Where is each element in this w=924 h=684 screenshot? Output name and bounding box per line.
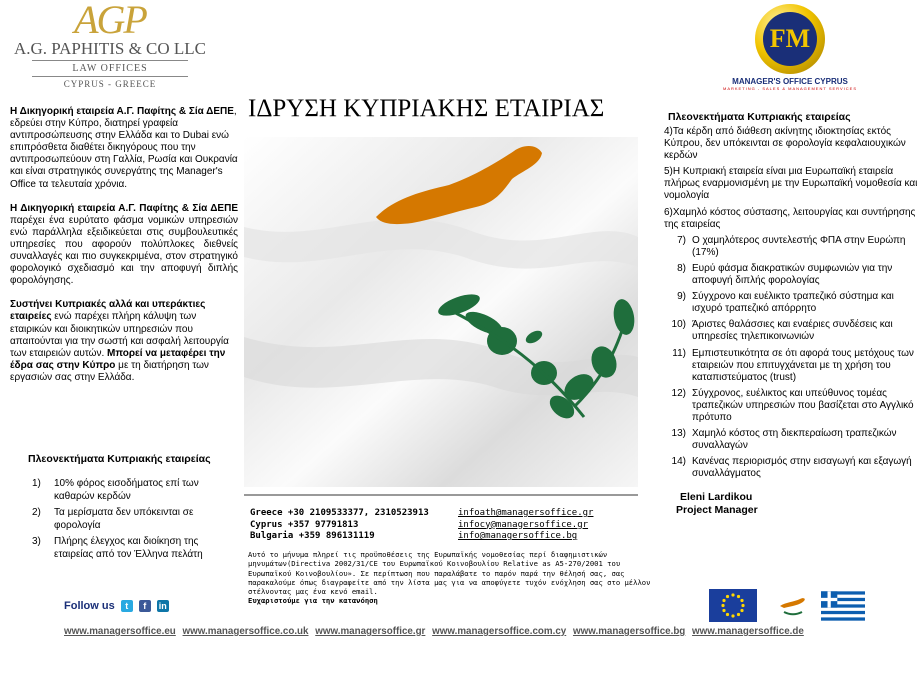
eu-flag-icon — [709, 589, 757, 622]
email-link[interactable]: infocy@managersoffice.gr — [458, 519, 589, 530]
left-advantages-title: Πλεονεκτήματα Κυπριακής εταιρείας — [28, 453, 211, 465]
law-office-name: A.G. PAPHITIS & CO LLC — [13, 39, 207, 58]
list-item: 10) Άριστες θαλάσσιες και εναέριες συνδέσεις και υπηρεσίες τηλεπικοινωνιών — [671, 319, 893, 343]
footer-link[interactable]: www.managersoffice.de — [692, 626, 804, 637]
pm-name: Eleni Lardikou — [680, 491, 753, 503]
list-item: 6)Χαμηλό κόστος σύστασης, λειτουργίας και συντήρησης της εταιρείας — [664, 206, 916, 230]
contact-row: Greece +30 2109533377, 2310523913 infoath@managersoffice.gr — [250, 508, 594, 518]
list-item: 11) Εμπιστευτικότητα σε ότι αφορά τους μετόχους των εταιρειών που επιτυγχάνεται με τη χρήση του καταπιστεύματος (trust) — [672, 347, 914, 383]
project-manager-signature — [676, 491, 758, 517]
agp-monogram: AGP — [74, 0, 146, 42]
social-follow — [64, 600, 169, 612]
twitter-icon[interactable]: t — [121, 600, 133, 612]
logo-divider — [32, 76, 188, 77]
list-item: 9) Σύγχρονο και ευέλικτο τραπεζικό σύστημα και ισχυρό τραπεζικό απόρρητο — [677, 291, 894, 315]
managers-office-name: MANAGER'S OFFICE CYPRUS — [732, 77, 848, 86]
law-office-region: CYPRUS - GREECE — [63, 79, 157, 89]
footer-links — [64, 626, 808, 637]
footer-link[interactable]: www.managersoffice.eu — [64, 626, 176, 637]
list-item: 7) Ο χαμηλότερος συντελεστής ΦΠΑ στην Ευρώπη (17%) — [677, 234, 906, 258]
disclaimer-text: Αυτό το μήνυμα πληρεί τις προϋποθέσεις της Ευρωπαϊκής νομοθεσίας περί διαφημιστικών μηνυμάτων(Directiva 2002/31/CE του Ευρωπαϊκού Κοινοβουλίου Relative as A5-270/2001 του Ευρωπαϊκού Κοινοβουλίου». Σε περίπτωση που παραλάβατε το παρόν παρά την θέλησή σας, σας παρακαλούμε όπως διαγραφείτε από την λίστα μας για να αποφύγετε τυχόν ενόχληση σας στο μέλλον στέλνοντας μας ένα κενό email. Ευχαριστούμε για την κατανόηση — [248, 550, 663, 606]
right-advantages-list — [664, 126, 922, 484]
email-link[interactable]: info@managersoffice.bg — [458, 531, 578, 541]
cyprus-flag-icon — [772, 596, 812, 618]
law-office-logo — [10, 0, 210, 95]
list-item: 3) Πλήρης έλεγχος και διοίκηση της εταιρείας από τον Έλληνα πελάτη — [32, 536, 203, 560]
list-item: 8) Ευρύ φάσμα διακρατικών συμφωνιών για την αποφυγή διπλής φορολογίας — [677, 262, 893, 287]
list-item: 13) Χαμηλό κόστος στη διεκπεραίωση τραπεζικών συναλλαγών — [671, 428, 897, 452]
linkedin-icon[interactable]: in — [158, 601, 167, 611]
pm-role: Project Manager — [676, 504, 758, 516]
right-advantages-title: Πλεονεκτήματα Κυπριακής εταιρείας — [668, 111, 851, 123]
logo-divider — [32, 60, 188, 61]
left-intro-text — [10, 106, 238, 396]
companies-paragraph: Συστήνει Κυπριακές αλλά και υπεράκτιες εταιρείες ενώ παρέχει πλήρη κάλυψη των εταιρικών και διοικητικών υπηρεσιών που απαιτούνται για την σωστή και ασφαλή λειτουργία των εταιρειών αυτών. Μπορεί να μεταφέρει την έδρα σας στην Κύπρο με τη διατήρηση των εργασιών σας στην Ελλάδα. — [10, 299, 229, 383]
law-office-sub: LAW OFFICES — [72, 63, 148, 74]
managers-office-tagline: MARKETING - SALES & MANAGEMENT SERVICES — [723, 86, 857, 91]
facebook-icon[interactable]: f — [139, 600, 151, 612]
fm-emblem — [755, 4, 825, 74]
managers-office-logo — [700, 4, 880, 96]
footer-link[interactable]: www.managersoffice.gr — [315, 626, 426, 637]
list-item: 5)Η Κυπριακή εταιρεία είναι μια Ευρωπαϊκή εταιρεία πλήρως εναρμονισμένη με την Ευρωπαϊκή νομοθεσία και νομολογία — [664, 166, 918, 202]
contact-row: Bulgaria +359 896131119 info@managersoffice.bg — [250, 531, 578, 541]
services-paragraph: Η Δικηγορική εταιρεία Α.Γ. Παφίτης & Σία ΔΕΠΕ παρέχει ένα ευρύτατο φάσμα νομικών υπηρεσιών ενώ παράλληλα εξειδικεύεται στις συμβουλευτικές υπηρεσίες που αφορούν πολύπλοκες διεθνείς συναλλαγές και πιο συγκεκριμένα, στον στρατηγικό φορολογικό σχεδιασμό και την αποφυγή διπλής φορολόγησης. — [10, 202, 238, 287]
intro-paragraph: Η Δικηγορική εταιρεία Α.Γ. Παφίτης & Σία ΔΕΠΕ, εδρεύει στην Κύπρο, διατηρεί γραφεία αντιπροσώπευσης στην Ελλάδα και το Dubai ενώ επιπρόσθετα διαθέτει δικηγόρους που την αντιπροσωπεύουν στη Γαλλία, Ρωσία και Ουκρανία και είναι στρατηγικός συνεργάτης της Manager's Office τα τελευταία χρόνια. — [10, 106, 238, 190]
email-link[interactable]: infoath@managersoffice.gr — [458, 508, 594, 518]
footer-link[interactable]: www.managersoffice.com.cy — [432, 626, 567, 637]
contact-block — [250, 508, 593, 543]
page-title: ΙΔΡΥΣΗ ΚΥΠΡΙΑΚΗΣ ΕΤΑΙΡΙΑΣ — [248, 95, 605, 122]
list-item: 2) Τα μερίσματα δεν υπόκεινται σε φορολογία — [32, 507, 194, 531]
list-item: 12) Σύγχρονος, ευέλικτος και υπεύθυνος τομέας τραπεζικών υπηρεσιών που βασίζεται στο Αγγλικό πρότυπο — [671, 387, 914, 423]
section-divider — [244, 494, 638, 496]
greece-flag-icon — [821, 591, 865, 621]
footer-link[interactable]: www.managersoffice.bg — [572, 626, 686, 637]
fm-monogram: FM — [763, 12, 817, 66]
thanks-text: Ευχαριστούμε για την κατανόηση — [248, 596, 378, 606]
contact-row: Cyprus +357 97791813 infocy@managersoffice.gr — [250, 519, 589, 530]
list-item: 1) 10% φόρος εισοδήματος επί των καθαρών κερδών — [32, 478, 199, 502]
list-item: 14) Κανένας περιορισμός στην εισαγωγή και εξαγωγή συναλλάγματος — [671, 456, 912, 480]
follow-label: Follow us — [64, 600, 115, 612]
footer-link[interactable]: www.managersoffice.co.uk — [182, 626, 309, 637]
cyprus-flag-image — [244, 137, 638, 487]
left-advantages-list — [32, 478, 232, 565]
list-item: 4)Τα κέρδη από διάθεση ακίνητης ιδιοκτησίας εκτός Κύπρου, δεν υπόκεινται σε φορολογία κεφαλαιουχικών κερδών — [664, 126, 906, 162]
